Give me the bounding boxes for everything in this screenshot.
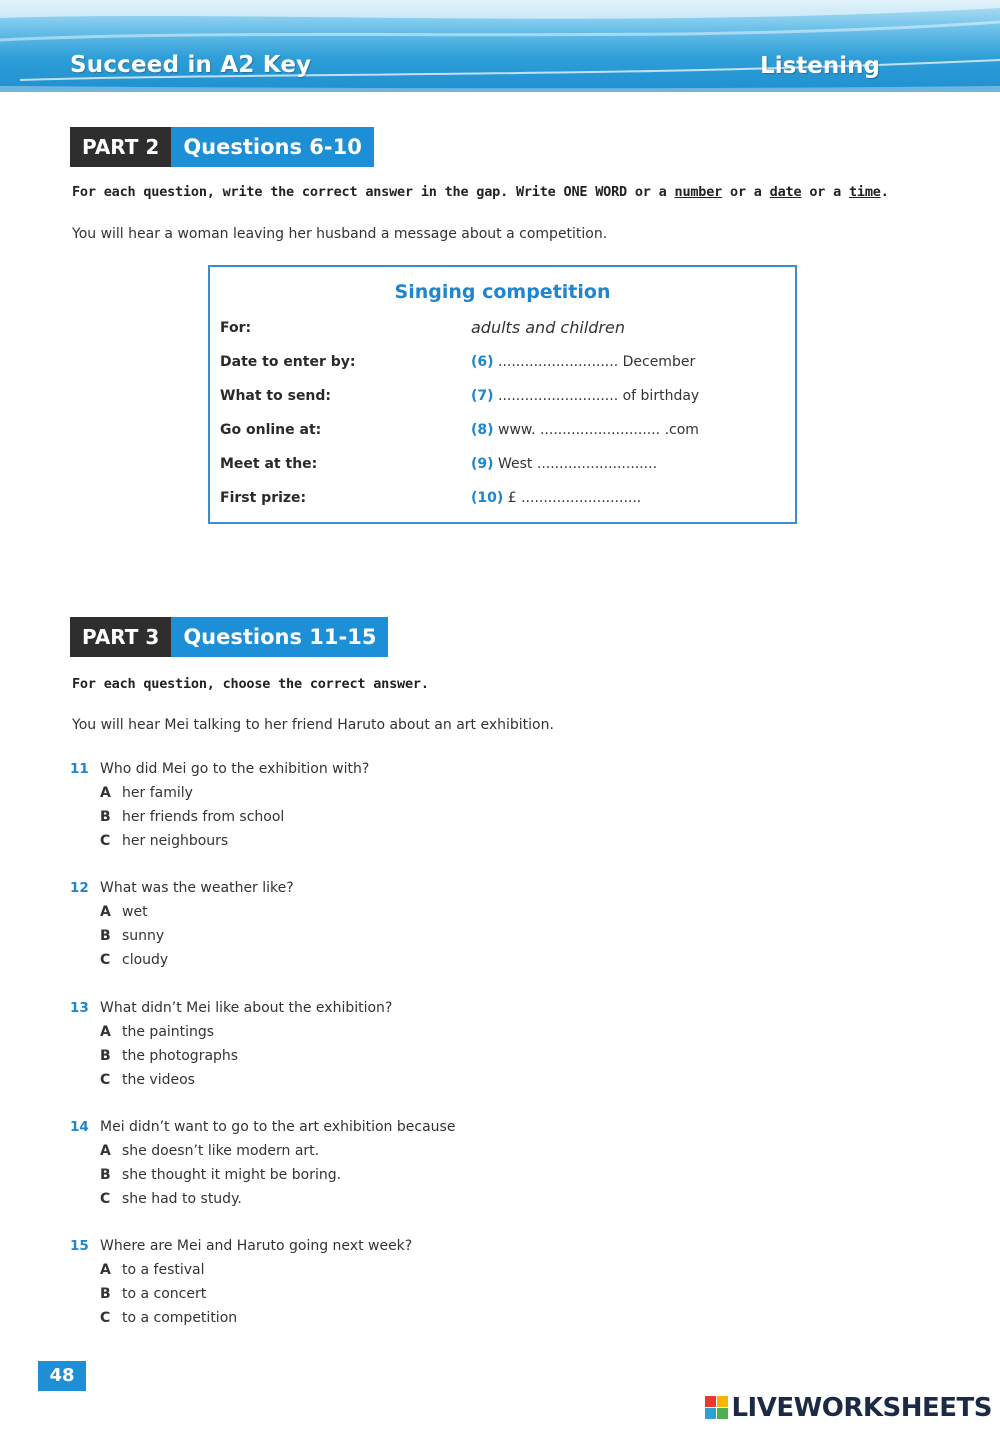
question-11: [70, 761, 670, 857]
option-b[interactable]: B she thought it might be boring.: [100, 1167, 342, 1183]
question-stem: 12 What was the weather like?: [70, 880, 294, 896]
part2-label: PART 2: [70, 127, 171, 167]
option-b[interactable]: B her friends from school: [100, 809, 285, 825]
option-c[interactable]: C to a competition: [100, 1310, 238, 1326]
part3-questions-range: Questions 11-15: [171, 617, 388, 657]
answer-gap-7[interactable]: (7) ........................... of birthday: [471, 388, 700, 404]
option-b[interactable]: B the photographs: [100, 1048, 239, 1064]
page-number: 48: [38, 1361, 86, 1391]
part2-header: [70, 127, 374, 167]
answer-gap-10[interactable]: (10) £ ...........................: [471, 490, 642, 506]
answer-gap-6[interactable]: (6) ........................... December: [471, 354, 696, 370]
question-stem: 13 What didn’t Mei like about the exhibition?: [70, 1000, 393, 1016]
form-value: adults and children: [471, 318, 625, 337]
part3-label: PART 3: [70, 617, 171, 657]
book-title: Succeed in A2 Key: [70, 52, 312, 78]
option-a[interactable]: A to a festival: [100, 1262, 205, 1278]
part3-instruction: For each question, choose the correct answer.: [72, 676, 429, 692]
competition-form: [208, 265, 797, 524]
part3-intro: You will hear Mei talking to her friend Haruto about an art exhibition.: [72, 717, 554, 733]
form-row-online: [220, 422, 790, 446]
liveworksheets-watermark: [705, 1393, 992, 1423]
form-label: Date to enter by:: [220, 354, 356, 370]
form-label: For:: [220, 320, 252, 336]
option-c[interactable]: C she had to study.: [100, 1191, 242, 1207]
option-a[interactable]: A she doesn’t like modern art.: [100, 1143, 320, 1159]
option-a[interactable]: A her family: [100, 785, 193, 801]
question-13: [70, 1000, 670, 1096]
watermark-text: LIVEWORKSHEETS: [731, 1393, 992, 1423]
answer-gap-8[interactable]: (8) www. ........................... .com: [471, 422, 699, 438]
form-row-meet: [220, 456, 790, 480]
part3-header: [70, 617, 388, 657]
form-label: Go online at:: [220, 422, 322, 438]
option-c[interactable]: C her neighbours: [100, 833, 229, 849]
option-b[interactable]: B sunny: [100, 928, 165, 944]
question-15: [70, 1238, 670, 1334]
part2-instruction: For each question, write the correct answer in the gap. Write ONE WORD or a number or a date or a time.: [72, 184, 889, 200]
question-stem: 11 Who did Mei go to the exhibition with?: [70, 761, 370, 777]
form-title: Singing competition: [394, 281, 611, 303]
option-b[interactable]: B to a concert: [100, 1286, 207, 1302]
liveworksheets-logo-icon: [705, 1396, 729, 1420]
option-c[interactable]: C the videos: [100, 1072, 195, 1088]
section-title: Listening: [760, 53, 880, 79]
option-a[interactable]: A wet: [100, 904, 148, 920]
option-a[interactable]: A the paintings: [100, 1024, 215, 1040]
question-stem: 14 Mei didn’t want to go to the art exhibition because: [70, 1119, 456, 1135]
part2-questions-range: Questions 6-10: [171, 127, 374, 167]
question-12: [70, 880, 670, 976]
header-banner: [0, 0, 1000, 92]
option-c[interactable]: C cloudy: [100, 952, 169, 968]
form-label: First prize:: [220, 490, 307, 506]
question-14: [70, 1119, 670, 1215]
part2-intro: You will hear a woman leaving her husband a message about a competition.: [72, 226, 608, 242]
form-row-date: [220, 354, 790, 378]
form-label: What to send:: [220, 388, 332, 404]
form-label: Meet at the:: [220, 456, 318, 472]
form-row-prize: [220, 490, 790, 514]
form-row-send: [220, 388, 790, 412]
question-stem: 15 Where are Mei and Haruto going next week?: [70, 1238, 413, 1254]
form-row-for: [220, 320, 790, 344]
answer-gap-9[interactable]: (9) West ...........................: [471, 456, 658, 472]
